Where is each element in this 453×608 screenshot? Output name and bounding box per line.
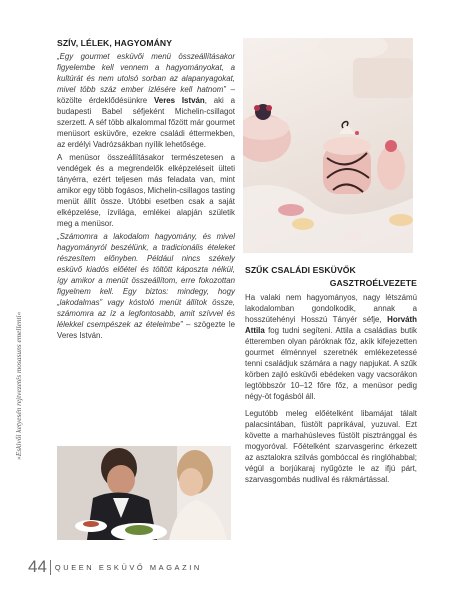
paragraph-intro <box>57 51 235 150</box>
paragraph-horvath <box>245 292 417 402</box>
side-tagline <box>6 40 32 460</box>
text-span: – közölte érdeklődésünkre <box>57 85 235 105</box>
left-column <box>57 38 235 343</box>
paragraph-quote <box>57 231 235 341</box>
page-footer <box>28 556 202 578</box>
right-column <box>245 265 417 487</box>
section-heading-small-family: SZŰK CSALÁDI ESKÜVŐK <box>245 265 356 275</box>
couple-dining-photo <box>57 446 231 540</box>
section-heading-gastro: GASZTROÉLVEZETE <box>329 278 417 288</box>
text-span: – szögezte le Veres István. <box>57 320 235 340</box>
quote-italic-2: „Számomra a lakodalom hagyomány, és mivel hagyományról beszélünk, a tradicionális ételeket részesítem előnyben. Például nincs székely esküvő kiadós előétel és töltött káposzta nélkül, így amikor a menüt összeállítom, erre fokozottan figyelnem kell. Egy biztos: mindegy, hogy „lakodalmas” vagy kóstoló menüt állítok össze, számomra az íz a legfontosabb, amit szívvel és lélekkel csempészek az ételeimbe” <box>57 232 235 329</box>
footer-divider <box>50 560 51 575</box>
couple-illustration <box>57 446 231 540</box>
text-span: , aki a budapesti Babel séfjeként Michelin-csillagot szerzett. A séf több alkalommal főzött már gourmet menüsort esküvőre, ezekre családi éttermekben, az erdélyi Vadrózsákban nyílik lehetősége. <box>57 96 235 149</box>
chef-name-horvath: Horváth Attila <box>245 315 417 335</box>
page-number: 44 <box>28 557 47 576</box>
side-tagline-text: »Eskivői ketyesén rejtvezetés mosasuns emellenti« <box>14 311 23 460</box>
quote-italic: „Egy gourmet esküvői menü összeállításakor figyelembe kell vennem a hagyományokat, a kultúrát és nem utolsó sorban az alapanyagokat, mivel több száz ember ízlésére kell hatnom” <box>57 52 235 94</box>
paragraph-latest-menu: Legutóbb meleg előételként libamájat tálalt palacsintában, füstölt paprikával, yuzuval. Ezt követte a marhahúsleves füstölt pisztránggal és mogyoróval. Főételként szarvasgerinc érkezett az asztalokra szilvás gombóccal és ringlóhabbal; végül a borjúkaraj nyűgözte le az ifjú párt, szarvasgombás nudlival és rákmártással. <box>245 409 417 484</box>
dessert-plate-photo <box>243 38 413 253</box>
text-span: Ha valaki nem hagyományos, nagy létszámú lakodalomban gondolkodik, annak a hosszútehényi Hosszú Tányér séfje, <box>245 293 417 324</box>
paragraph-menu: A menüsor összeállításakor természetesen a vendégek és a megrendelők elképzeléseit ülteti tányérra, ezért teljesen más feladata van, mint amikor egy több fogásos, Michelin-csillagos tasting menüt állít össze. Utóbbi esetben csak a saját elképzelése, ízvilága, emlékei alapján születik meg a menüsor. <box>57 153 235 228</box>
chef-name: Veres István <box>153 96 205 105</box>
text-span: fog tudni segíteni. Attila a családias butik étteremben olyan páróknak főz, akik kifejezetten gourmet élménnyel szeretnék emlékezetessé tenni családjuk számára a nagy napjukat. A szűk körben zajló esküvői ebédeken vagy vacsorákon legtöbbször 10–12 főre főz, a menüsor pedig négy-öt fogásból áll. <box>245 326 417 401</box>
dessert-illustration <box>243 38 413 253</box>
magazine-name: QUEEN ESKÜVŐ MAGAZIN <box>54 562 202 572</box>
section-heading-heart-soul: SZÍV, LÉLEK, HAGYOMÁNY <box>57 38 173 48</box>
